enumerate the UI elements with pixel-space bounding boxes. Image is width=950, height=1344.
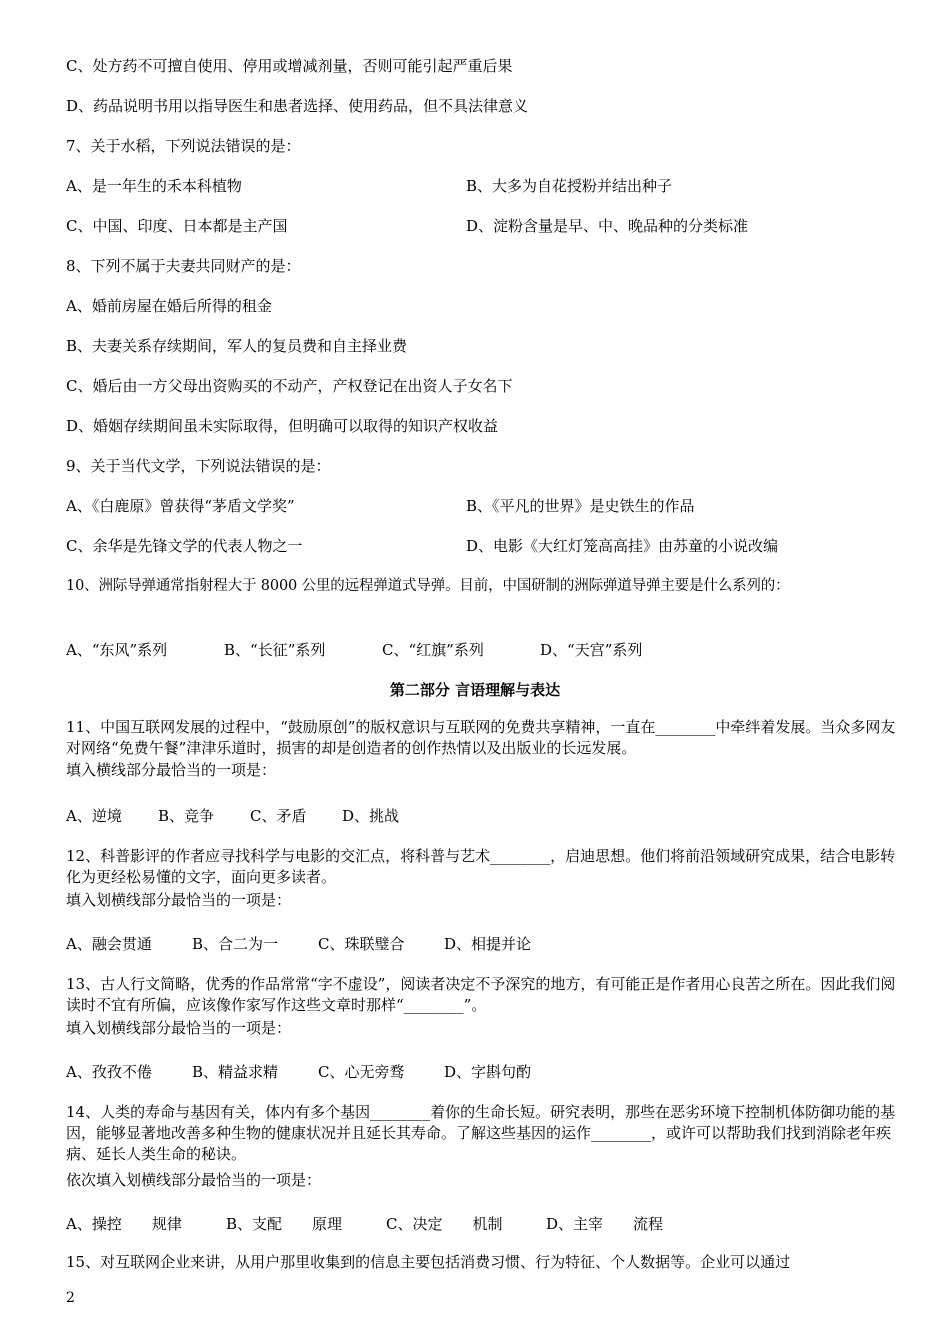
q8-stem: 8、下列不属于夫妻共同财产的是：: [66, 257, 301, 275]
q11-option-b: B、竞争: [158, 807, 215, 825]
q13-option-a: A、孜孜不倦: [66, 1063, 152, 1081]
q7-option-a: A、是一年生的禾本科植物: [66, 177, 242, 195]
q6-option-c: C、处方药不可擅自使用、停用或增减剂量，否则可能引起严重后果: [66, 57, 513, 75]
q8-option-a: A、婚前房屋在婚后所得的租金: [66, 297, 272, 315]
q11-option-a: A、逆境: [66, 807, 122, 825]
q11-option-d: D、挑战: [342, 807, 400, 825]
q9-option-b: B、《平凡的世界》是史铁生的作品: [466, 497, 695, 515]
q13-option-b: B、精益求精: [192, 1063, 279, 1081]
q11-option-c: C、矛盾: [250, 807, 307, 825]
q6-option-d: D、药品说明书用以指导医生和患者选择、使用药品，但不具法律意义: [66, 97, 529, 115]
page-number: 2: [66, 1290, 75, 1306]
q13-prompt: 填入划横线部分最恰当的一项是：: [66, 1019, 292, 1037]
q12-option-a: A、融会贯通: [66, 935, 152, 953]
q10-option-b: B、“长征”系列: [224, 641, 326, 659]
q7-option-c: C、中国、印度、日本都是主产国: [66, 217, 288, 235]
q12-options: [66, 934, 531, 954]
q8-option-d: D、婚姻存续期间虽未实际取得，但明确可以取得的知识产权收益: [66, 417, 499, 435]
q9-option-a: A、《白鹿原》曾获得“茅盾文学奖”: [66, 497, 295, 515]
q14-option-a: A、操控 规律: [66, 1215, 182, 1233]
q13-options: [66, 1062, 531, 1082]
q8-option-b: B、夫妻关系存续期间，军人的复员费和自主择业费: [66, 337, 408, 355]
q13-option-d: D、字斟句酌: [444, 1063, 532, 1081]
q9-stem: 9、关于当代文学，下列说法错误的是：: [66, 457, 331, 475]
q11-prompt: 填入横线部分最恰当的一项是：: [66, 761, 277, 779]
q7-stem: 7、关于水稻，下列说法错误的是：: [66, 137, 301, 155]
q14-option-b: B、支配 原理: [226, 1215, 343, 1233]
q12-stem: 12、科普影评的作者应寻找科学与电影的交汇点，将科普与艺术________，启迪思想。他们将前沿领域研究成果，结合电影转化为更经松易懂的文字，面向更多读者。: [66, 847, 896, 886]
q7-option-b: B、大多为自花授粉并结出种子: [466, 177, 673, 195]
q12-option-c: C、珠联璧合: [318, 935, 405, 953]
q12-option-d: D、相提并论: [444, 935, 532, 953]
q8-option-c: C、婚后由一方父母出资购买的不动产，产权登记在出资人子女名下: [66, 377, 513, 395]
q12-option-b: B、合二为一: [192, 935, 279, 953]
q11-options: [66, 806, 399, 826]
q14-option-d: D、主宰 流程: [546, 1215, 664, 1233]
q11-stem: 11、中国互联网发展的过程中，“鼓励原创”的版权意识与互联网的免费共享精神，一直在________中牵绊着发展。当众多网友对网络“免费午餐”津津乐道时，损害的却是创造者的创作热情以及出版业的长远发展。: [66, 718, 896, 757]
q10-option-c: C、“红旗”系列: [382, 641, 484, 659]
q10-stem: 10、洲际导弹通常指射程大于 8000 公里的远程弹道式导弹。目前，中国研制的洲际弹道导弹主要是什么系列的：: [66, 578, 790, 594]
q13-stem: 13、古人行文简略，优秀的作品常常“字不虚设”，阅读者决定不予深究的地方，有可能正是作者用心良苦之所在。因此我们阅读时不宜有所偏，应该像作家写作这些文章时那样“________”。: [66, 975, 896, 1014]
q10-option-a: A、“东风”系列: [66, 641, 168, 659]
q12-prompt: 填入划横线部分最恰当的一项是：: [66, 891, 292, 909]
q14-option-c: C、决定 机制: [386, 1215, 503, 1233]
q7-option-d: D、淀粉含量是早、中、晚品种的分类标准: [466, 217, 749, 235]
q15-stem: 15、对互联网企业来讲，从用户那里收集到的信息主要包括消费习惯、行为特征、个人数据等。企业可以通过: [66, 1253, 791, 1271]
q9-option-d: D、电影《大红灯笼高高挂》由苏童的小说改编: [466, 537, 779, 555]
q14-options: [66, 1214, 663, 1234]
q9-option-c: C、余华是先锋文学的代表人物之一: [66, 537, 303, 555]
q13-option-c: C、心无旁骛: [318, 1063, 405, 1081]
q14-stem: 14、人类的寿命与基因有关，体内有多个基因________着你的生命长短。研究表明，那些在恶劣环境下控制机体防御功能的基因，能够显著地改善多种生物的健康状况并且延长其寿命。了解这些基因的运作________，或许可以帮助我们找到消除老年疾病、延长人类生命的秘诀。: [66, 1103, 896, 1163]
q10-options: [66, 640, 642, 660]
section-heading: 第二部分 言语理解与表达: [389, 681, 561, 699]
q10-option-d: D、“天宫”系列: [540, 641, 643, 659]
q14-prompt: 依次填入划横线部分最恰当的一项是：: [66, 1171, 322, 1189]
